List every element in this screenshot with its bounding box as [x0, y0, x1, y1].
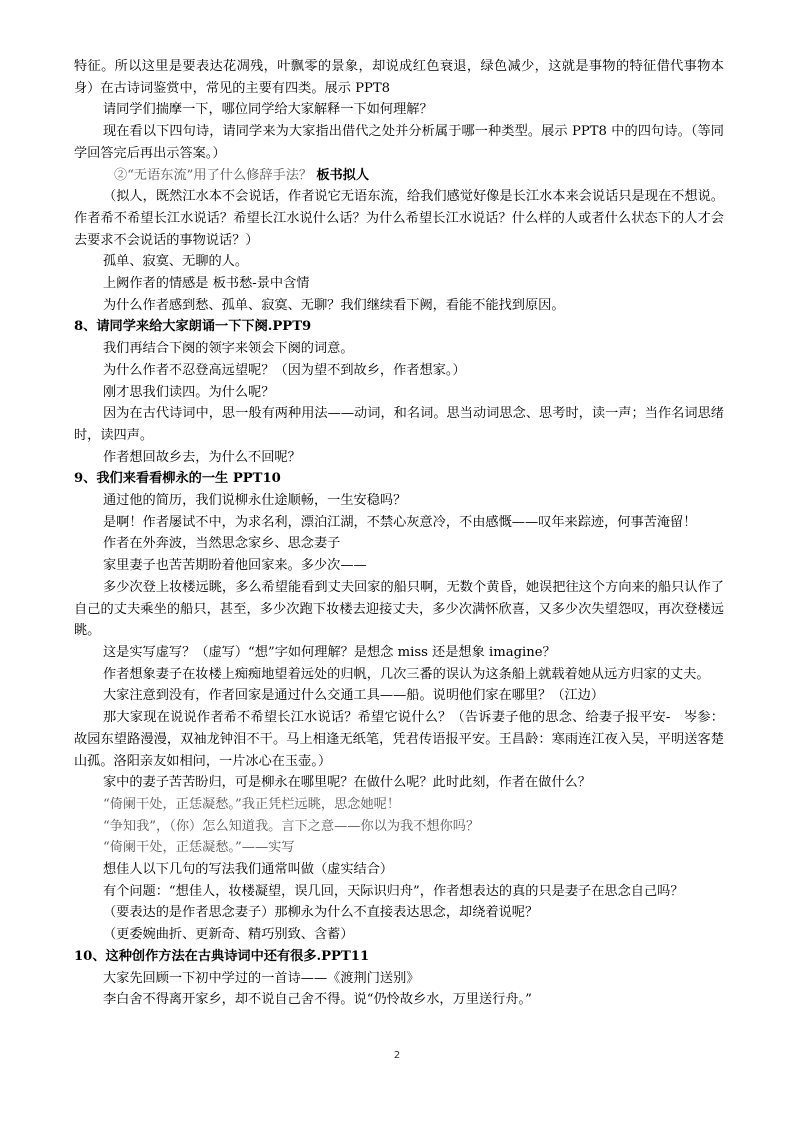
paragraph: 有个问题：“想佳人，妆楼凝望，误几回，天际识归舟”，作者想表达的真的只是妻子在思念自己吗？: [103, 883, 684, 899]
paragraph: 请同学们揣摩一下，哪位同学给大家解释一下如何理解？: [103, 102, 433, 118]
paragraph: 家中的妻子苦苦盼归，可是柳永在哪里呢？在做什么呢？此时此刻，作者在做什么？: [103, 775, 591, 791]
section-heading: 8、请同学来给大家朗诵一下下阕.PPT9: [74, 319, 312, 335]
paragraph: 多少次登上妆楼远眺，多么希望能看到丈夫回家的船只啊，无数个黄昏，她误把往这个方向来的船只认作了自己的丈夫乘坐的船只，甚至，多少次跑下妆楼去迎接丈夫，多少次满怀欣喜，又多少次失望怨叹，再次登楼远眺。: [74, 579, 724, 639]
section-heading: 9、我们来看看柳永的一生 PPT10: [74, 471, 281, 487]
paragraph: 大家注意到没有，作者回家是通过什么交通工具——船。说明他们家在哪里？（江边）: [103, 688, 605, 704]
paragraph: 现在看以下四句诗，请同学来为大家指出借代之处并分析属于哪一种类型。展示 PPT8 中的四句诗。（等同学回答完后再出示答案。）: [74, 124, 724, 161]
paragraph: （拟人，既然江水本不会说话，作者说它无语东流，给我们感觉好像是长江水本来会说话只是现在不想说。作者希不希望长江水说话？希望长江水说什么话？为什么希望长江水说话？什么样的人或者什么状态下的人才会去要求不会说话的事物说话？）: [74, 189, 724, 248]
paragraph: 作者想回故乡去，为什么不回呢？: [103, 449, 301, 465]
paragraph: 家里妻子也苦苦期盼着他回家来。多少次——: [103, 558, 367, 574]
paragraph: 孤单、寂寞、无聊的人。: [103, 254, 249, 270]
section-heading: 10、这种创作方法在古典诗词中还有很多.PPT11: [74, 948, 370, 964]
document-body: [74, 56, 724, 1011]
paragraph: 这是实写虚写？（虚写）“想”字如何理解？是想念 miss 还是想象 imagine？: [103, 644, 556, 660]
paragraph: 我们再结合下阕的领字来领会下阕的词意。: [103, 341, 354, 357]
paragraph: 刚才思我们读四。为什么呢？: [103, 384, 275, 400]
paragraph: （要表达的是作者思念妻子）那柳永为什么不直接表达思念，却绕着说呢？: [103, 905, 539, 921]
quote-line: “倚阑干处，正恁凝愁。”——实写: [103, 840, 295, 856]
paragraph: （更委婉曲折、更新奇、精巧别致、含蓄）: [103, 927, 354, 943]
paragraph: 为什么作者感到愁、孤单、寂寞、无聊？我们继续看下阙，看能不能找到原因。: [103, 297, 565, 313]
quote-line: “倚阑干处，正恁凝愁。”我正凭栏远眺，思念她呢！: [103, 796, 401, 812]
question-text: ②“无语东流”用了什么修辞手法？: [114, 167, 313, 183]
paragraph: 那大家现在说说作者希不希望长江水说话？希望它说什么？（告诉妻子他的思念、给妻子报平安- 岑参：故园东望路漫漫，双袖龙钟泪不干。马上相逢无纸笔，凭君传语报平安。王昌龄：寒雨连江夜入吴，平明送客楚山孤。洛阳亲友如相问，一片冰心在玉壶。）: [74, 710, 724, 769]
paragraph: 作者在外奔波，当然思念家乡、思念妻子: [103, 536, 341, 552]
paragraph: 因为在古代诗词中，思一般有两种用法——动词，和名词。思当动词思念、思考时，读一声；当作名词思绪时，读四声。: [74, 406, 724, 443]
page-number: 2: [393, 1050, 401, 1061]
paragraph: 想佳人以下几句的写法我们通常叫做（虚实结合）: [103, 862, 394, 878]
paragraph: 为什么作者不忍登高远望呢？（因为望不到故乡，作者想家。）: [103, 362, 466, 378]
paragraph: 大家先回顾一下初中学过的一首诗——《渡荆门送别》: [103, 970, 420, 986]
paragraph: 特征。所以这里是要表达花凋残，叶飘零的景象，却说成红色衰退，绿色减少，这就是事物的特征借代事物本身）在古诗词鉴赏中，常见的主要有四类。展示 PPT8: [74, 59, 724, 96]
paragraph: 李白舍不得离开家乡，却不说自己舍不得。说“仍怜故乡水，万里送行舟。”: [103, 992, 532, 1008]
paragraph: 通过他的简历，我们说柳永仕途顺畅，一生安稳吗？: [103, 493, 407, 509]
quote-line: “争知我”，（你）怎么知道我。言下之意——你以为我不想你吗？: [103, 818, 480, 834]
paragraph: 上阙作者的情感是 板书愁-景中含情: [103, 276, 310, 292]
paragraph: [74, 165, 724, 187]
paragraph: 作者想象妻子在妆楼上痴痴地望着远处的归帆，几次三番的误认为这条船上就载着她从远方归家的丈夫。: [103, 666, 710, 682]
paragraph: 是啊！作者屡试不中，为求名利，漂泊江湖，不禁心灰意冷，不由感慨——叹年来踪迹，何事苦淹留！: [103, 514, 697, 530]
board-note: 板书拟人: [316, 167, 370, 183]
